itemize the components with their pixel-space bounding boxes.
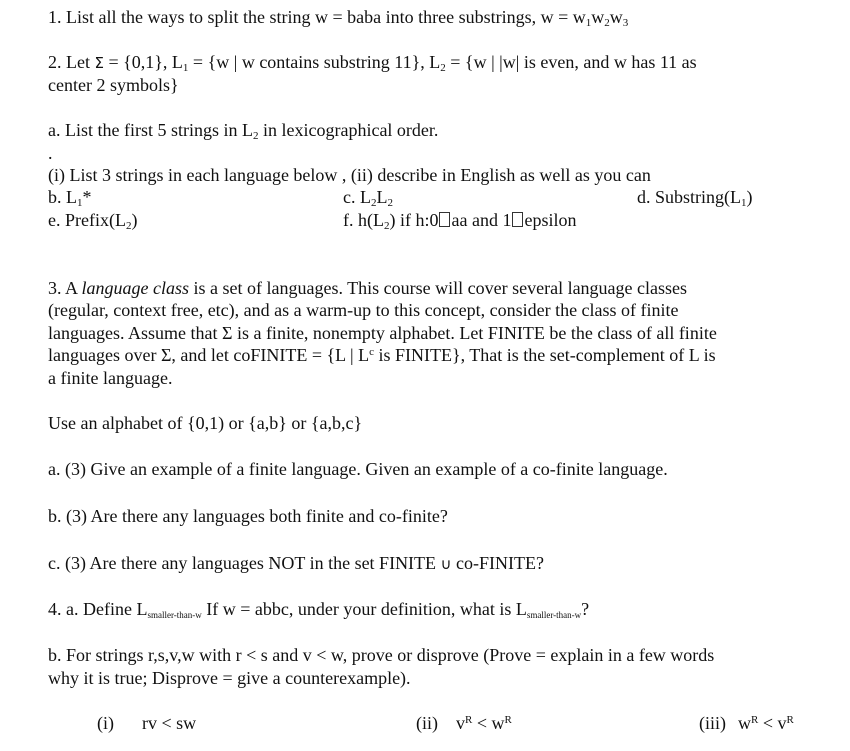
missing-glyph-box — [439, 212, 450, 227]
question-2e: e. $Prefix(L_2)$ — [48, 210, 138, 232]
alphabet-note: Use an alphabet of {0,1) or {a,b} or {a,b,c} — [48, 413, 363, 433]
question-3-line-1: 3. A language class is a set of languages. This course will cover several language classes — [48, 278, 688, 298]
question-3-line-2: (regular, context free, etc), and as a warm-up to this concept, consider the class of finite — [48, 300, 679, 320]
question-2f: f. $h(L_2)$ if h:0 aa and 1 epsilon — [343, 210, 577, 232]
question-2a: a. List the first 5 strings in $L_2$ in lexicographical order. — [48, 120, 439, 142]
question-2c: c. $L_2L_2$ — [343, 187, 393, 209]
question-4b-line-2: why it is true; Disprove = give a counterexample). — [48, 668, 411, 688]
question-2d: d. $Substring(L_1)$ — [637, 187, 753, 209]
question-3-line-3: languages. Assume that Σ is a finite, nonempty alphabet. Let FINITE be the class of all finite — [48, 323, 717, 343]
stray-dot: . — [48, 143, 53, 163]
part-ii: (ii) $v^R < w^R$ — [416, 713, 512, 733]
question-2b: b. $L_1*$ — [48, 187, 92, 209]
question-3-line-4: languages over Σ, and let coFINITE = {L | $L^c$ is FINITE}, That is the set-complement of L is — [48, 345, 716, 365]
question-4a: 4. a. Define Lsmaller-than-w If w = abbc, under your definition, what is Lsmaller-than-w? — [48, 599, 590, 620]
missing-glyph-box — [512, 212, 523, 227]
question-3-line-5: a finite language. — [48, 368, 173, 388]
question-2-line-2: center 2 symbols} — [48, 75, 179, 95]
question-3c: c. (3) Are there any languages NOT in the set FINITE ∪ co-FINITE? — [48, 553, 544, 573]
question-4b-line-1: b. For strings r,s,v,w with r < s and v < w, prove or disprove (Prove = explain in a few words — [48, 645, 715, 665]
question-3b: b. (3) Are there any languages both finite and co-finite? — [48, 506, 448, 526]
union-symbol: ∪ — [440, 555, 452, 573]
question-1: 1. List all the ways to split the string w = baba into three substrings, $w = w_1w_2w_3$ — [48, 7, 629, 29]
question-2-line-1: 2. Let Σ = {0,1}, $L_1 = \{w$ | w contains substring 11}, $L_2 = \{w$ | |w| is even, and w has 11 as — [48, 52, 697, 74]
part-iii: (iii) $w^R < v^R$ — [699, 713, 794, 733]
question-2-instructions: (i) List 3 strings in each language below , (ii) describe in English as well as you can — [48, 165, 651, 185]
question-3a: a. (3) Give an example of a finite language. Given an example of a co-finite language. — [48, 459, 668, 479]
part-i: (i) rv < sw — [97, 713, 197, 733]
